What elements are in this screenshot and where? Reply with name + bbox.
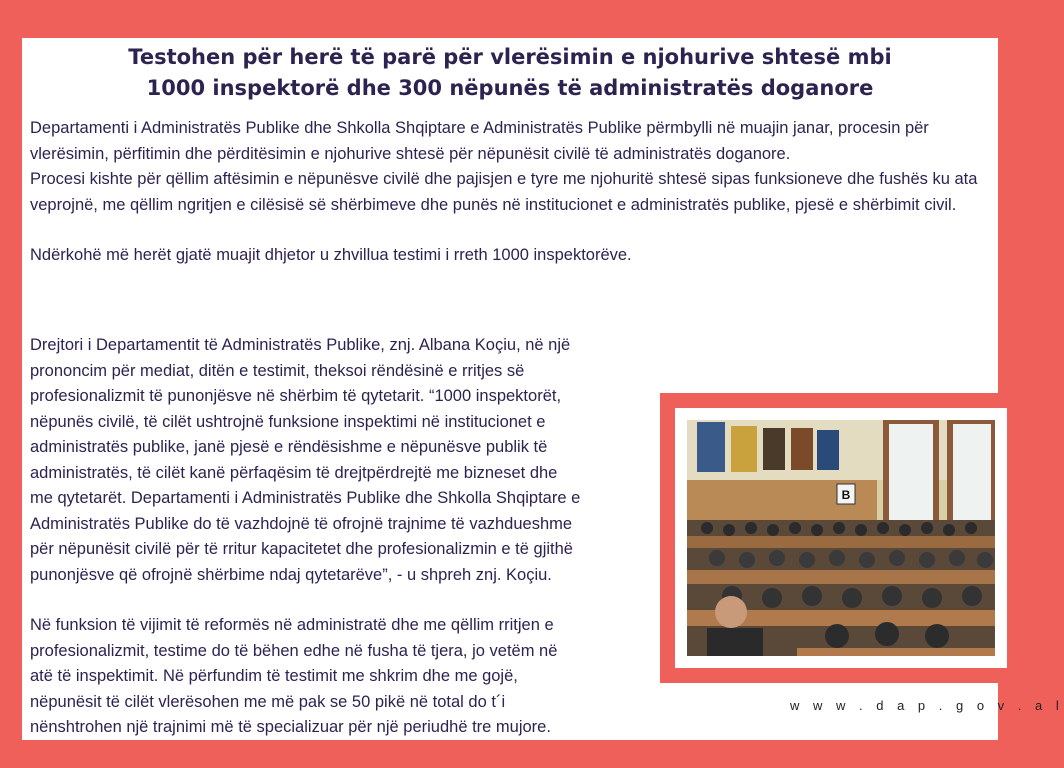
page-title	[22, 38, 998, 104]
event-photo	[675, 408, 1007, 668]
line: nëpunës civilë, të cilët ushtrojnë funksione inspektimi në institucionet e	[30, 412, 546, 431]
line: profesionalizmit, testime do të bëhen edhe në fusha të tjera, jo vetëm në	[30, 641, 558, 660]
intro-text	[30, 116, 996, 269]
line: nëpunësit të cilët vlerësohen me më pak se 50 pikë në total do t´i	[30, 692, 506, 711]
line: Administratës Publike do të vazhdojnë të ofrojnë trajnime të vazhdueshme	[30, 514, 573, 533]
line: me qytetarët. Departamenti i Administratës Publike dhe Shkolla Shqiptare e	[30, 489, 581, 507]
line: administratës publike, janë pjesë e rëndësishme e nëpunësve publik të	[30, 438, 548, 456]
paragraph-5	[30, 613, 670, 741]
room-sign-label: B	[841, 488, 851, 502]
line: profesionalizmit të punonjësve në shërbim të qytetarit. “1000 inspektorët,	[30, 387, 562, 405]
classroom-photo-illustration	[687, 420, 995, 656]
line: për nëpunësit civilë për të rritur kapacitetet dhe profesionalizmin e të gjithë	[30, 540, 573, 558]
paragraph-3: Ndërkohë më herët gjatë muajit dhjetor u zhvillua testimi i rreth 1000 inspektorëve.	[30, 246, 632, 264]
paragraph-2: Procesi kishte për qëllim aftësimin e nëpunësve civilë dhe pajisjen e tyre me njohuritë shtesë sipas funksioneve dhe fushës ku ata veprojnë, me qëllim ngritjen e cilësisë së shërbimeve dhe punës në institucionet e administratës publike, pjesë e shërbimit civil.	[30, 170, 978, 214]
line: Drejtori i Departamentit të Administratës Publike, znj. Albana Koçiu, në një	[30, 336, 571, 354]
title-line-1: Testohen për herë të parë për vlerësimin e njohurive shtesë mbi	[128, 45, 892, 69]
line: Në funksion të vijimit të reformës në administratë dhe me qëllim rritjen e	[30, 616, 554, 634]
line: atë të inspektimit. Në përfundim të testimit me shkrim dhe me gojë,	[30, 667, 518, 685]
website-url: w w w . d a p . g o v . a l	[790, 698, 1064, 713]
line: punonjësve që ofrojnë shërbime ndaj qytetarëve”, - u shpreh znj. Koçiu.	[30, 565, 552, 584]
paragraph-1: Departamenti i Administratës Publike dhe Shkolla Shqiptare e Administratës Publike përmbylli në muajin janar, procesin për vlerësimin, përfitimin dhe përditësimin e njohurive shtesë për nëpunësit civilë të administratës doganore.	[30, 119, 929, 163]
line: nënshtrohen një trajnimi më të specializuar për një periudhë tre mujore.	[30, 718, 551, 736]
paragraph-4	[30, 333, 670, 588]
body-column	[30, 333, 670, 741]
title-line-2: 1000 inspektorë dhe 300 nëpunës të administratës doganore	[146, 76, 874, 100]
line: administratës, të cilët kanë përfaqësim të drejtpërdrejtë me bizneset dhe	[30, 463, 558, 482]
line: prononcim për mediat, ditën e testimit, theksoi rëndësinë e rritjes së	[30, 361, 525, 380]
